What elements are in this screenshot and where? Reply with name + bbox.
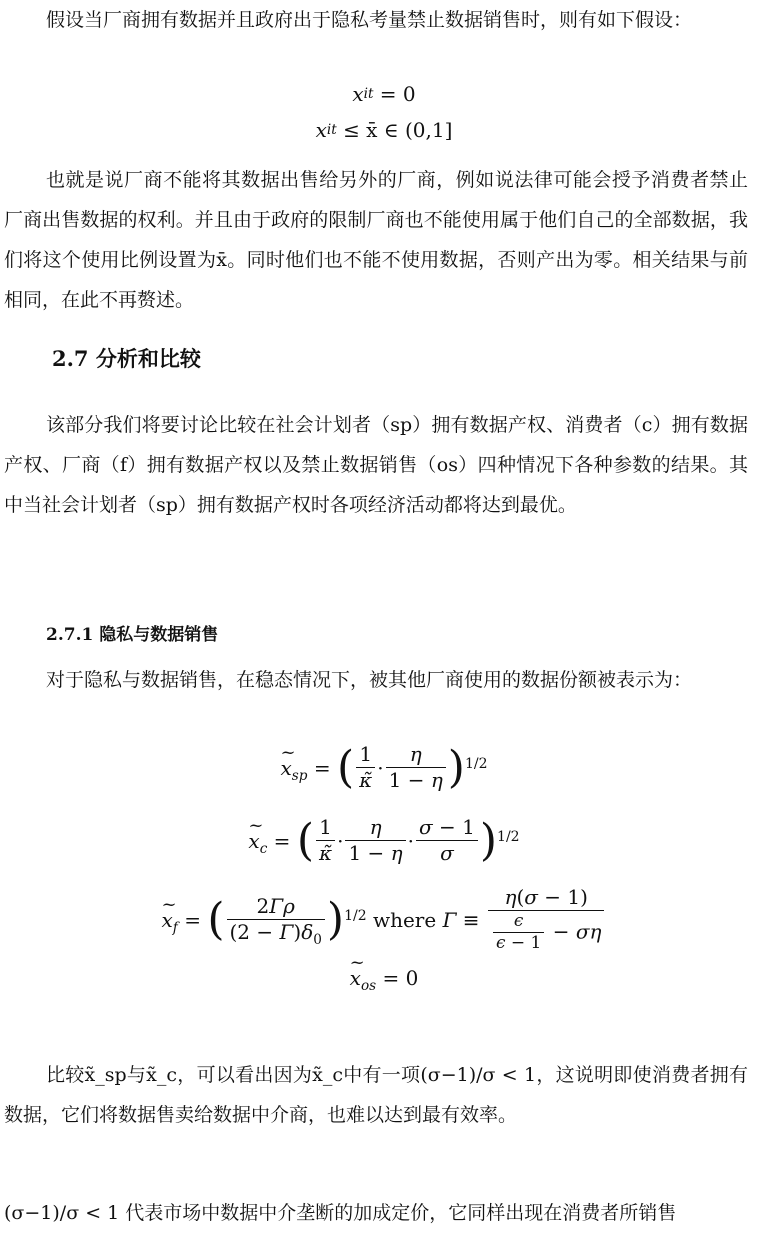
paragraph-assumption: 假设当厂商拥有数据并且政府出于隐私考量禁止数据销售时，则有如下假设： — [46, 9, 693, 31]
equation-x-it-zero: x it = 0 — [352, 82, 416, 106]
formula-x-sp: ~ $x_{sp}$ = ( $\frac{1}{\kappã}$ · $\frac{\eta}{1 - \eta}$ ) 1/2 — [0, 742, 768, 793]
paragraph-comparison-intro: 该部分我们将要讨论比较在社会计划者（sp）拥有数据产权、消费者（c）拥有数据产权、厂商（f）拥有数据产权以及禁止数据销售（os）四种情况下各种参数的结果。其中当社会计划者（sp）拥有数据产权时各项经济活动都将达到最优。 — [4, 414, 748, 516]
paragraph-markup: (σ−1)/σ < 1 代表市场中数据中介垄断的加成定价，它同样出现在消费者所销售 — [4, 1202, 677, 1224]
paragraph-data-share: 对于隐私与数据销售，在稳态情况下，被其他厂商使用的数据份额被表示为： — [46, 669, 693, 691]
formula-x-f: ~ $x_f$ = ( $\frac{2\Gamma\rho}{(2 - \Gamma)\delta_0}$ ) 1/2 where Γ ≡ η(σ − 1) $\frac{\epsilon}{\epsilon - 1}$ − ση — [0, 885, 768, 955]
formula-x-os: ~ $x_{os}$ = 0 — [0, 966, 768, 990]
paragraph-compare-sp-c: 比较x̃_sp与x̃_c，可以看出因为x̃_c中有一项(σ−1)/σ < 1，这说明即使消费者拥有数据，它们将数据售卖给数据中介商，也难以达到最有效率。 — [4, 1064, 748, 1126]
paragraph-explanation: 也就是说厂商不能将其数据出售给另外的厂商，例如说法律可能会授予消费者禁止厂商出售数据的权利。并且由于政府的限制厂商也不能使用属于他们自己的全部数据，我们将这个使用比例设置为x̄。同时他们也不能不使用数据，否则产出为零。相关结果与前相同，在此不再赘述。 — [4, 169, 748, 311]
formula-x-c: ~ $x_c$ = ( $\frac{1}{\kappã}$ · $\frac{\eta}{1 - \eta}$ · $\frac{\sigma - 1}{\sigma}$ ) 1/2 — [0, 815, 768, 866]
equation-x-it-bound: x it ≤ x̄ ∈ (0,1] — [315, 118, 453, 142]
section-heading: 2.7 分析和比较 — [52, 346, 201, 371]
subsection-heading: 2.7.1 隐私与数据销售 — [46, 625, 219, 645]
